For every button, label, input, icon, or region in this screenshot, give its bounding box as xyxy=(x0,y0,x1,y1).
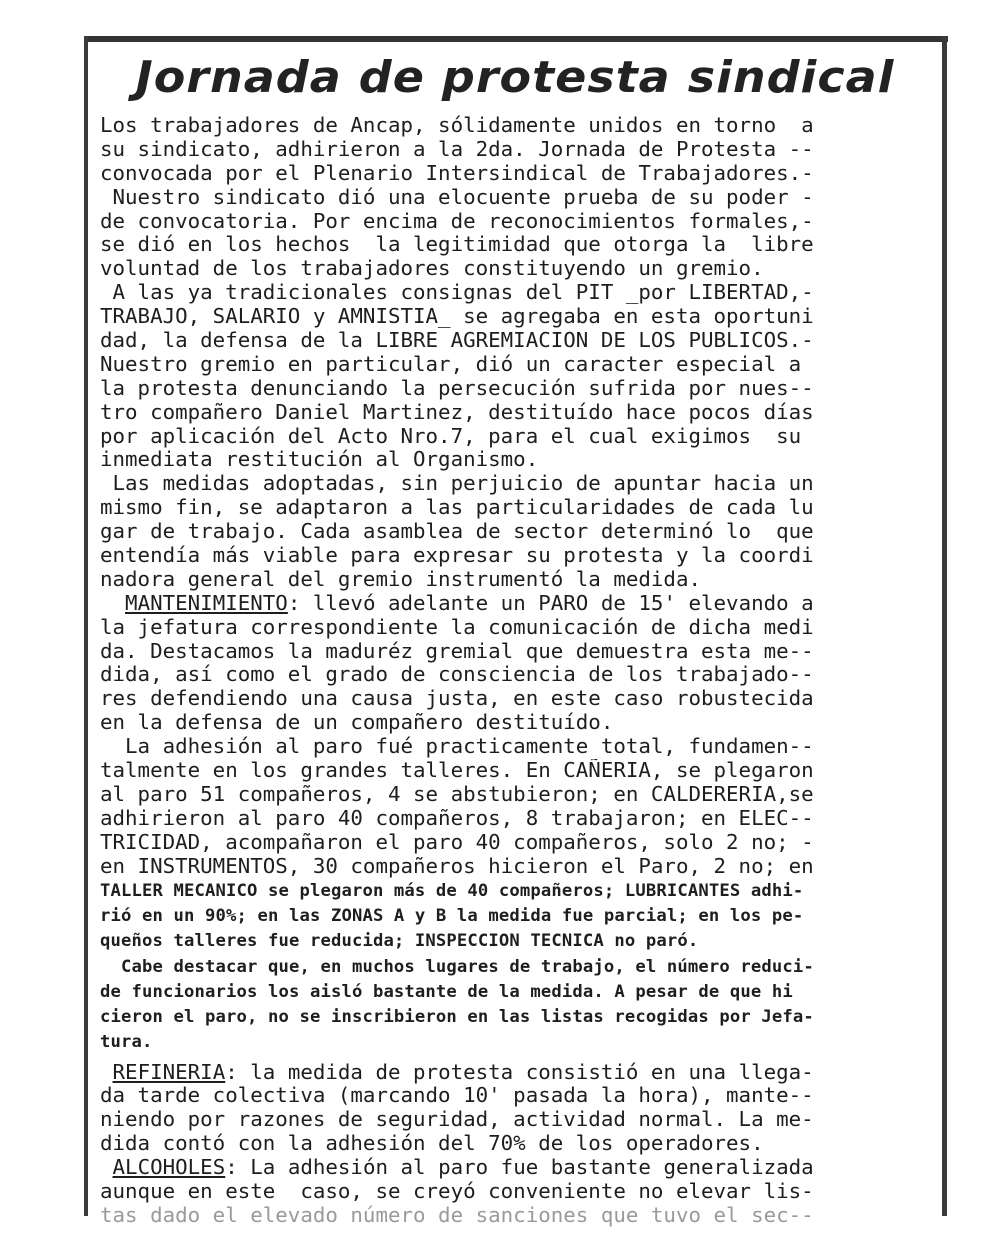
text-line xyxy=(100,1156,936,1180)
page-border-top xyxy=(84,36,948,42)
page-border-right xyxy=(942,36,947,1216)
article-title: Jornada de protesta sindical xyxy=(135,51,895,103)
article-body xyxy=(100,114,936,1228)
text-line: en la defensa de un compañero destituído. xyxy=(100,711,614,735)
text-line: TRICIDAD, acompañaron el paro 40 compañeros, solo 2 no; - xyxy=(100,830,814,854)
text-line: talmente en los grandes talleres. En CAÑERIA, se plegaron xyxy=(100,759,814,783)
text-line: en INSTRUMENTOS, 30 compañeros hicieron el Paro, 2 no; en xyxy=(100,854,814,878)
text-line: tro compañero Daniel Martinez, destituído hace pocos días xyxy=(100,400,814,424)
text-line: de convocatoria. Por encima de reconocimientos formales,- xyxy=(100,209,814,233)
text-line: la jefatura correspondiente la comunicación de dicha medi xyxy=(100,615,814,639)
section-heading-alcoholes: ALCOHOLES xyxy=(112,1156,226,1180)
text-line xyxy=(100,592,936,616)
text-line-faded: tas dado el elevado número de sanciones que tuvo el sec-- xyxy=(100,1203,814,1227)
text-line: adhirieron al paro 40 compañeros, 8 trabajaron; en ELEC-- xyxy=(100,806,814,830)
paragraph-intro xyxy=(100,114,936,186)
text-line: nadora general del gremio instrumentó la medida. xyxy=(100,567,701,591)
text-line: Cabe destacar que, en muchos lugares de trabajo, el número reduci- xyxy=(100,956,814,977)
text-line: niendo por razones de seguridad, actividad normal. La me- xyxy=(100,1108,814,1132)
text-line: la protesta denunciando la persecución sufrida por nues-- xyxy=(100,376,814,400)
text-line: convocada por el Plenario Intersindical de Trabajadores.- xyxy=(100,161,814,185)
paragraph-mantenimiento xyxy=(100,592,936,735)
text-run: : llevó adelante un PARO de 15' elevando a xyxy=(287,591,814,615)
text-line: Nuestro sindicato dió una elocuente prueba de su poder - xyxy=(100,185,814,209)
paragraph-alcoholes xyxy=(100,1156,936,1228)
text-line: al paro 51 compañeros, 4 se abstubieron; en CALDERERIA,se xyxy=(100,782,814,806)
text-line: TRABAJO, SALARIO y AMNISTIA_ se agregaba en esta oportuni xyxy=(100,305,814,329)
paragraph-refineria xyxy=(100,1061,936,1157)
text-line xyxy=(100,1061,936,1085)
page-border-left xyxy=(84,36,88,1216)
section-heading-mantenimiento: MANTENIMIENTO xyxy=(125,591,288,615)
text-line: rió en un 90%; en las ZONAS A y B la medida fue parcial; en los pe- xyxy=(100,905,804,926)
text-line: res defendiendo una causa justa, en este caso robustecida xyxy=(100,687,814,711)
paragraph-convocatoria xyxy=(100,186,936,282)
text-line: La adhesión al paro fué practicamente total, fundamen-- xyxy=(100,735,814,759)
text-line: queños talleres fue reducida; INSPECCION TECNICA no paró. xyxy=(100,930,699,951)
text-line: aunque en este caso, se creyó conveniente no elevar lis- xyxy=(100,1179,814,1203)
text-line: dad, la defensa de la LIBRE AGREMIACION DE LOS PUBLICOS.- xyxy=(100,329,814,353)
text-line: Los trabajadores de Ancap, sólidamente unidos en torno a xyxy=(100,114,814,137)
paragraph-consignas xyxy=(100,281,936,472)
paragraph-cabe-destacar xyxy=(100,955,936,1055)
text-line: dida, así como el grado de consciencia de los trabajado-- xyxy=(100,663,814,687)
paragraph-adhesion xyxy=(100,735,936,953)
text-line: se dió en los hechos la legitimidad que otorga la libre xyxy=(100,233,814,257)
text-line: tura. xyxy=(100,1031,153,1052)
text-run: : La adhesión al paro fue bastante generalizada xyxy=(225,1156,814,1180)
paragraph-medidas xyxy=(100,472,936,591)
text-line: da tarde colectiva (marcando 10' pasada la hora), mante-- xyxy=(100,1084,814,1108)
text-line: su sindicato, adhirieron a la 2da. Jornada de Protesta -- xyxy=(100,137,814,161)
text-line: por aplicación del Acto Nro.7, para el cual exigimos su xyxy=(100,424,802,448)
text-line: cieron el paro, no se inscribieron en las listas recogidas por Jefa- xyxy=(100,1006,814,1027)
text-line: dida contó con la adhesión del 70% de los operadores. xyxy=(100,1132,764,1156)
section-heading-refineria: REFINERIA xyxy=(112,1060,226,1084)
text-line: entendía más viable para expresar su protesta y la coordi xyxy=(100,544,814,568)
text-line: A las ya tradicionales consignas del PIT _por LIBERTAD,- xyxy=(100,281,814,305)
text-line: Las medidas adoptadas, sin perjuicio de apuntar hacia un xyxy=(100,472,814,496)
text-line: voluntad de los trabajadores constituyendo un gremio. xyxy=(100,257,764,281)
text-line: inmediata restitución al Organismo. xyxy=(100,448,539,472)
text-line: mismo fin, se adaptaron a las particularidades de cada lu xyxy=(100,496,814,520)
text-line: Nuestro gremio en particular, dió un caracter especial a xyxy=(100,352,802,376)
text-line: de funcionarios los aisló bastante de la medida. A pesar de que hi xyxy=(100,981,793,1002)
text-run: : la medida de protesta consistió en una llega- xyxy=(225,1060,814,1084)
text-line: TALLER MECANICO se plegaron más de 40 compañeros; LUBRICANTES adhi- xyxy=(100,880,804,901)
text-line: da. Destacamos la maduréz gremial que demuestra esta me-- xyxy=(100,639,814,663)
text-line: gar de trabajo. Cada asamblea de sector determinó lo que xyxy=(100,520,814,544)
